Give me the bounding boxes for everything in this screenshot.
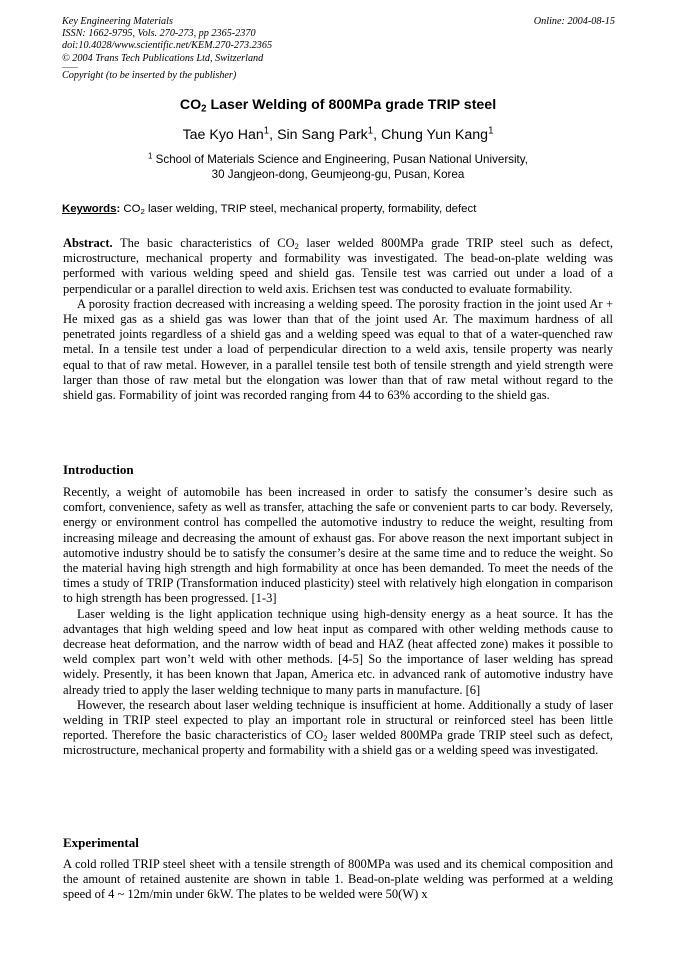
author-name: Chung Yun Kang	[381, 127, 489, 143]
keywords-co: CO	[123, 203, 141, 215]
experimental-heading: Experimental	[63, 835, 139, 850]
introduction-paragraph-1: Recently, a weight of automobile has been increased in order to satisfy the consumer’s desire such as comfort, convenience, safety as well as transfer, attaching the safe or convenient parts to car body. Reversely, energy or environment control has compelled the automotive industry to reduce the weight, resulting from increasing mileage and decreasing the amount of exhaust gas. For above reason the next important subject in automotive industry should be to satisfy the consumer’s desire at the same time and to reduce the weight. So the material having high strength and high formability at once has been demanded. To meet the needs of the times a study of TRIP (Transformation induced plasticity) steel with relatively high elongation in comparison to high strength has been progressed. [1-3]	[63, 485, 613, 606]
author-separator: ,	[269, 127, 278, 143]
keywords-colon: :	[116, 203, 124, 215]
affiliation-line-2: 30 Jangjeon-dong, Geumjeong-gu, Pusan, Korea	[211, 168, 465, 181]
introduction-paragraph-2: Laser welding is the light application technique using high-density energy as a heat source. It has the advantages that high welding speed and low heat input as compared with other welding methods cause to decrease heat deformation, and the narrow width of bead and HAZ (heat affected zone) makes it possible to weld complex part won’t weld with other methods. [4-5] So the importance of laser welding has spread widely. Presently, it has been known that Japan, America etc. in advanced rank of automotive industry have already tried to apply the laser welding technique to many parts in manufacture. [6]	[63, 606, 613, 697]
introduction-paragraph-3	[63, 698, 613, 759]
author-affiliation-mark: 1	[367, 125, 374, 137]
paper-title	[62, 96, 614, 114]
header-divider	[62, 67, 78, 68]
abstract-text: The basic characteristics of CO	[112, 236, 295, 250]
journal-header	[62, 16, 482, 82]
experimental-paragraph-1: A cold rolled TRIP steel sheet with a tensile strength of 800MPa was used and its chemical composition and the amount of retained austenite are shown in table 1. Bead-on-plate welding was performed at a welding speed of 4 ~ 12m/min under 6kW. The plates to be welded were 50(W) x	[63, 857, 613, 902]
abstract-text: laser welded 800MPa grade TRIP steel such as defect, microstructure, mechanical property and formability was investigated. The bead-on-plate welding was performed with various welding speed and shield gas. Tensile test was carried out under a load of a perpendicular or a parallel direction to weld axis. Erichsen test was conducted to evaluate formability.	[63, 236, 614, 296]
author-separator: ,	[373, 127, 382, 143]
affiliation	[62, 152, 614, 182]
affiliation-mark: 1	[148, 151, 153, 161]
abstract-paragraph-2: A porosity fraction decreased with increasing a welding speed. The porosity fraction in the joint used Ar + He mixed gas as a shield gas was lower than that of the joint used Ar. The maximum hardness of all penetrated joints regardless of a shield gas and a welding speed was equal to that of a water-quenched raw metal. In a tensile test under a load of perpendicular direction to a weld axis, tensile property was nearly equal to that of raw metal. However, in a parallel tensile test both of tensile strength and yield strength were larger than those of raw metal but the elongation was lower than that of raw metal without regard to the shield gas. Formability of joint was recorded ranging from 44 to 63% according to the shield gas.	[63, 296, 613, 403]
keywords-text: laser welding, TRIP steel, mechanical property, formability, defect	[144, 203, 477, 215]
doi-line: doi:10.4028/www.scientific.net/KEM.270-273.2365	[62, 40, 273, 52]
author-affiliation-mark: 1	[488, 125, 494, 137]
introduction-body	[63, 485, 613, 759]
abstract-subscript: 2	[294, 241, 299, 252]
keywords	[62, 202, 614, 217]
title-rest: Laser Welding of 800MPa grade TRIP steel	[206, 97, 497, 113]
copyright-note: Copyright (to be inserted by the publisher)	[62, 69, 237, 81]
issn-line: ISSN: 1662-9795, Vols. 270-273, pp 2365-2370	[62, 28, 256, 40]
abstract-paragraph-1	[63, 236, 613, 297]
affiliation-text: School of Materials Science and Engineering, Pusan National University,	[152, 153, 528, 166]
keywords-label: Keywords	[62, 203, 117, 215]
experimental-body	[63, 857, 613, 903]
journal-name: Key Engineering Materials	[62, 16, 173, 27]
author-name: Sin Sang Park	[277, 127, 368, 143]
publisher-copyright: © 2004 Trans Tech Publications Ltd, Switzerland	[62, 52, 264, 64]
title-subscript: 2	[201, 103, 207, 115]
online-date: Online: 2004-08-15	[533, 16, 615, 27]
author-list	[62, 126, 614, 144]
introduction-text: However, the research about laser welding technique is insufficient at home. Additionally a study of laser welding in TRIP steel expected to play an important role in structural or reinforced steel has been little reported. Therefore the basic characteristics of CO	[63, 697, 613, 743]
abstract-label: Abstract.	[63, 236, 113, 250]
introduction-subscript: 2	[323, 733, 328, 744]
keywords-subscript: 2	[140, 206, 145, 216]
introduction-text: laser welded 800MPa grade TRIP steel such as defect, microstructure, mechanical property and formability with a shield gas or a welding speed was investigated.	[63, 728, 613, 758]
introduction-heading: Introduction	[63, 462, 134, 477]
author-name: Tae Kyo Han	[182, 127, 264, 143]
affiliation-line-1	[62, 152, 614, 167]
abstract	[63, 236, 613, 403]
title-co: CO	[179, 97, 202, 113]
author-affiliation-mark: 1	[263, 125, 270, 137]
